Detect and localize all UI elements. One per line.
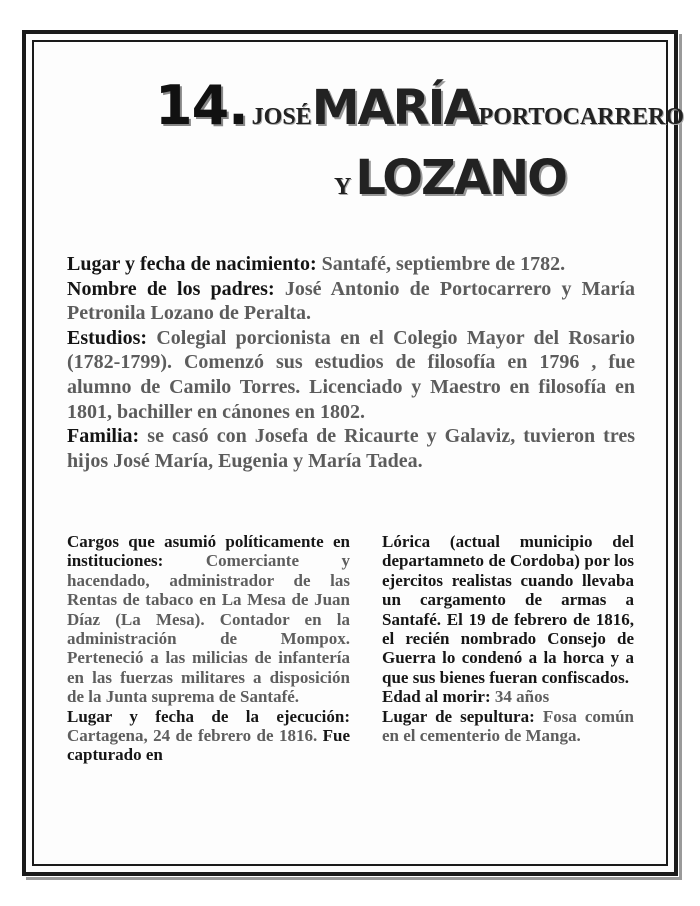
positions-label: Cargos que asumió políticamente en instituciones:	[67, 532, 350, 571]
entry-number: 14.	[155, 74, 248, 137]
parents-value: José Antonio de Portocarrero y María Petronila Lozano de Peralta.	[67, 277, 635, 325]
details-left-column	[67, 532, 350, 765]
page-title-line-1	[155, 74, 684, 137]
title-word-jose: JOSÉ	[251, 104, 312, 130]
birth-paragraph	[67, 252, 635, 277]
page-title-line-2	[334, 150, 566, 206]
studies-value: Colegial porcionista en el Colegio Mayor del Rosario (1782-1799). Comenzó sus estudios de filosofía en 1796 , fue alumno de Camilo Torres. Licenciado y Maestro en filosofía en 1801, bachiller en cánones en 1802.	[67, 326, 635, 423]
title-word-y: Y	[334, 174, 352, 200]
burial-value: Fosa común en el cementerio de Manga.	[382, 706, 634, 746]
title-word-lozano: LOZANO	[355, 150, 566, 206]
burial-paragraph	[382, 707, 634, 746]
execution-text-start: Fue capturado en	[67, 726, 350, 765]
burial-label: Lugar de sepultura:	[382, 706, 535, 726]
family-paragraph	[67, 424, 635, 473]
age-paragraph	[382, 687, 634, 706]
biography-section	[67, 252, 635, 473]
execution-value: Cartagena, 24 de febrero de 1816.	[67, 726, 318, 746]
execution-label: Lugar y fecha de la ejecución:	[67, 706, 350, 726]
positions-paragraph	[67, 532, 350, 707]
parents-label: Nombre de los padres:	[67, 277, 275, 300]
family-value: se casó con Josefa de Ricaurte y Galaviz, tuvieron tres hijos José María, Eugenia y María Tadea.	[67, 425, 636, 472]
execution-paragraph	[67, 707, 350, 765]
birth-value: Santafé, septiembre de 1782.	[321, 253, 566, 275]
title-word-portocarrero: PORTOCARRERO	[478, 104, 684, 130]
studies-label: Estudios:	[67, 326, 148, 349]
details-right-column	[382, 532, 634, 745]
age-value: 34 años	[494, 687, 550, 707]
age-label: Edad al morir:	[382, 687, 491, 707]
execution-continuation	[382, 532, 634, 687]
parents-paragraph	[67, 277, 635, 326]
studies-paragraph	[67, 326, 635, 424]
title-word-maria: MARÍA	[311, 80, 479, 136]
positions-value: Comerciante y hacendado, administrador de las Rentas de tabaco en La Mesa de Juan Díaz (La Mesa). Contador en la administración de Mompox. Perteneció a las milicias de infantería en las fuerzas militares a disposición de la Junta suprema de Santafé.	[67, 551, 350, 707]
family-label: Familia:	[67, 425, 140, 448]
execution-text-continued: Lórica (actual municipio del departamneto de Cordoba) por los ejercitos realistas cuando llevaba un cargamento de armas a Santafé. El 19 de febrero de 1816, el recién nombrado Consejo de Guerra lo condenó a la horca y a que sus bienes fueran confiscados.	[382, 532, 634, 687]
birth-label: Lugar y fecha de nacimiento:	[67, 253, 317, 275]
